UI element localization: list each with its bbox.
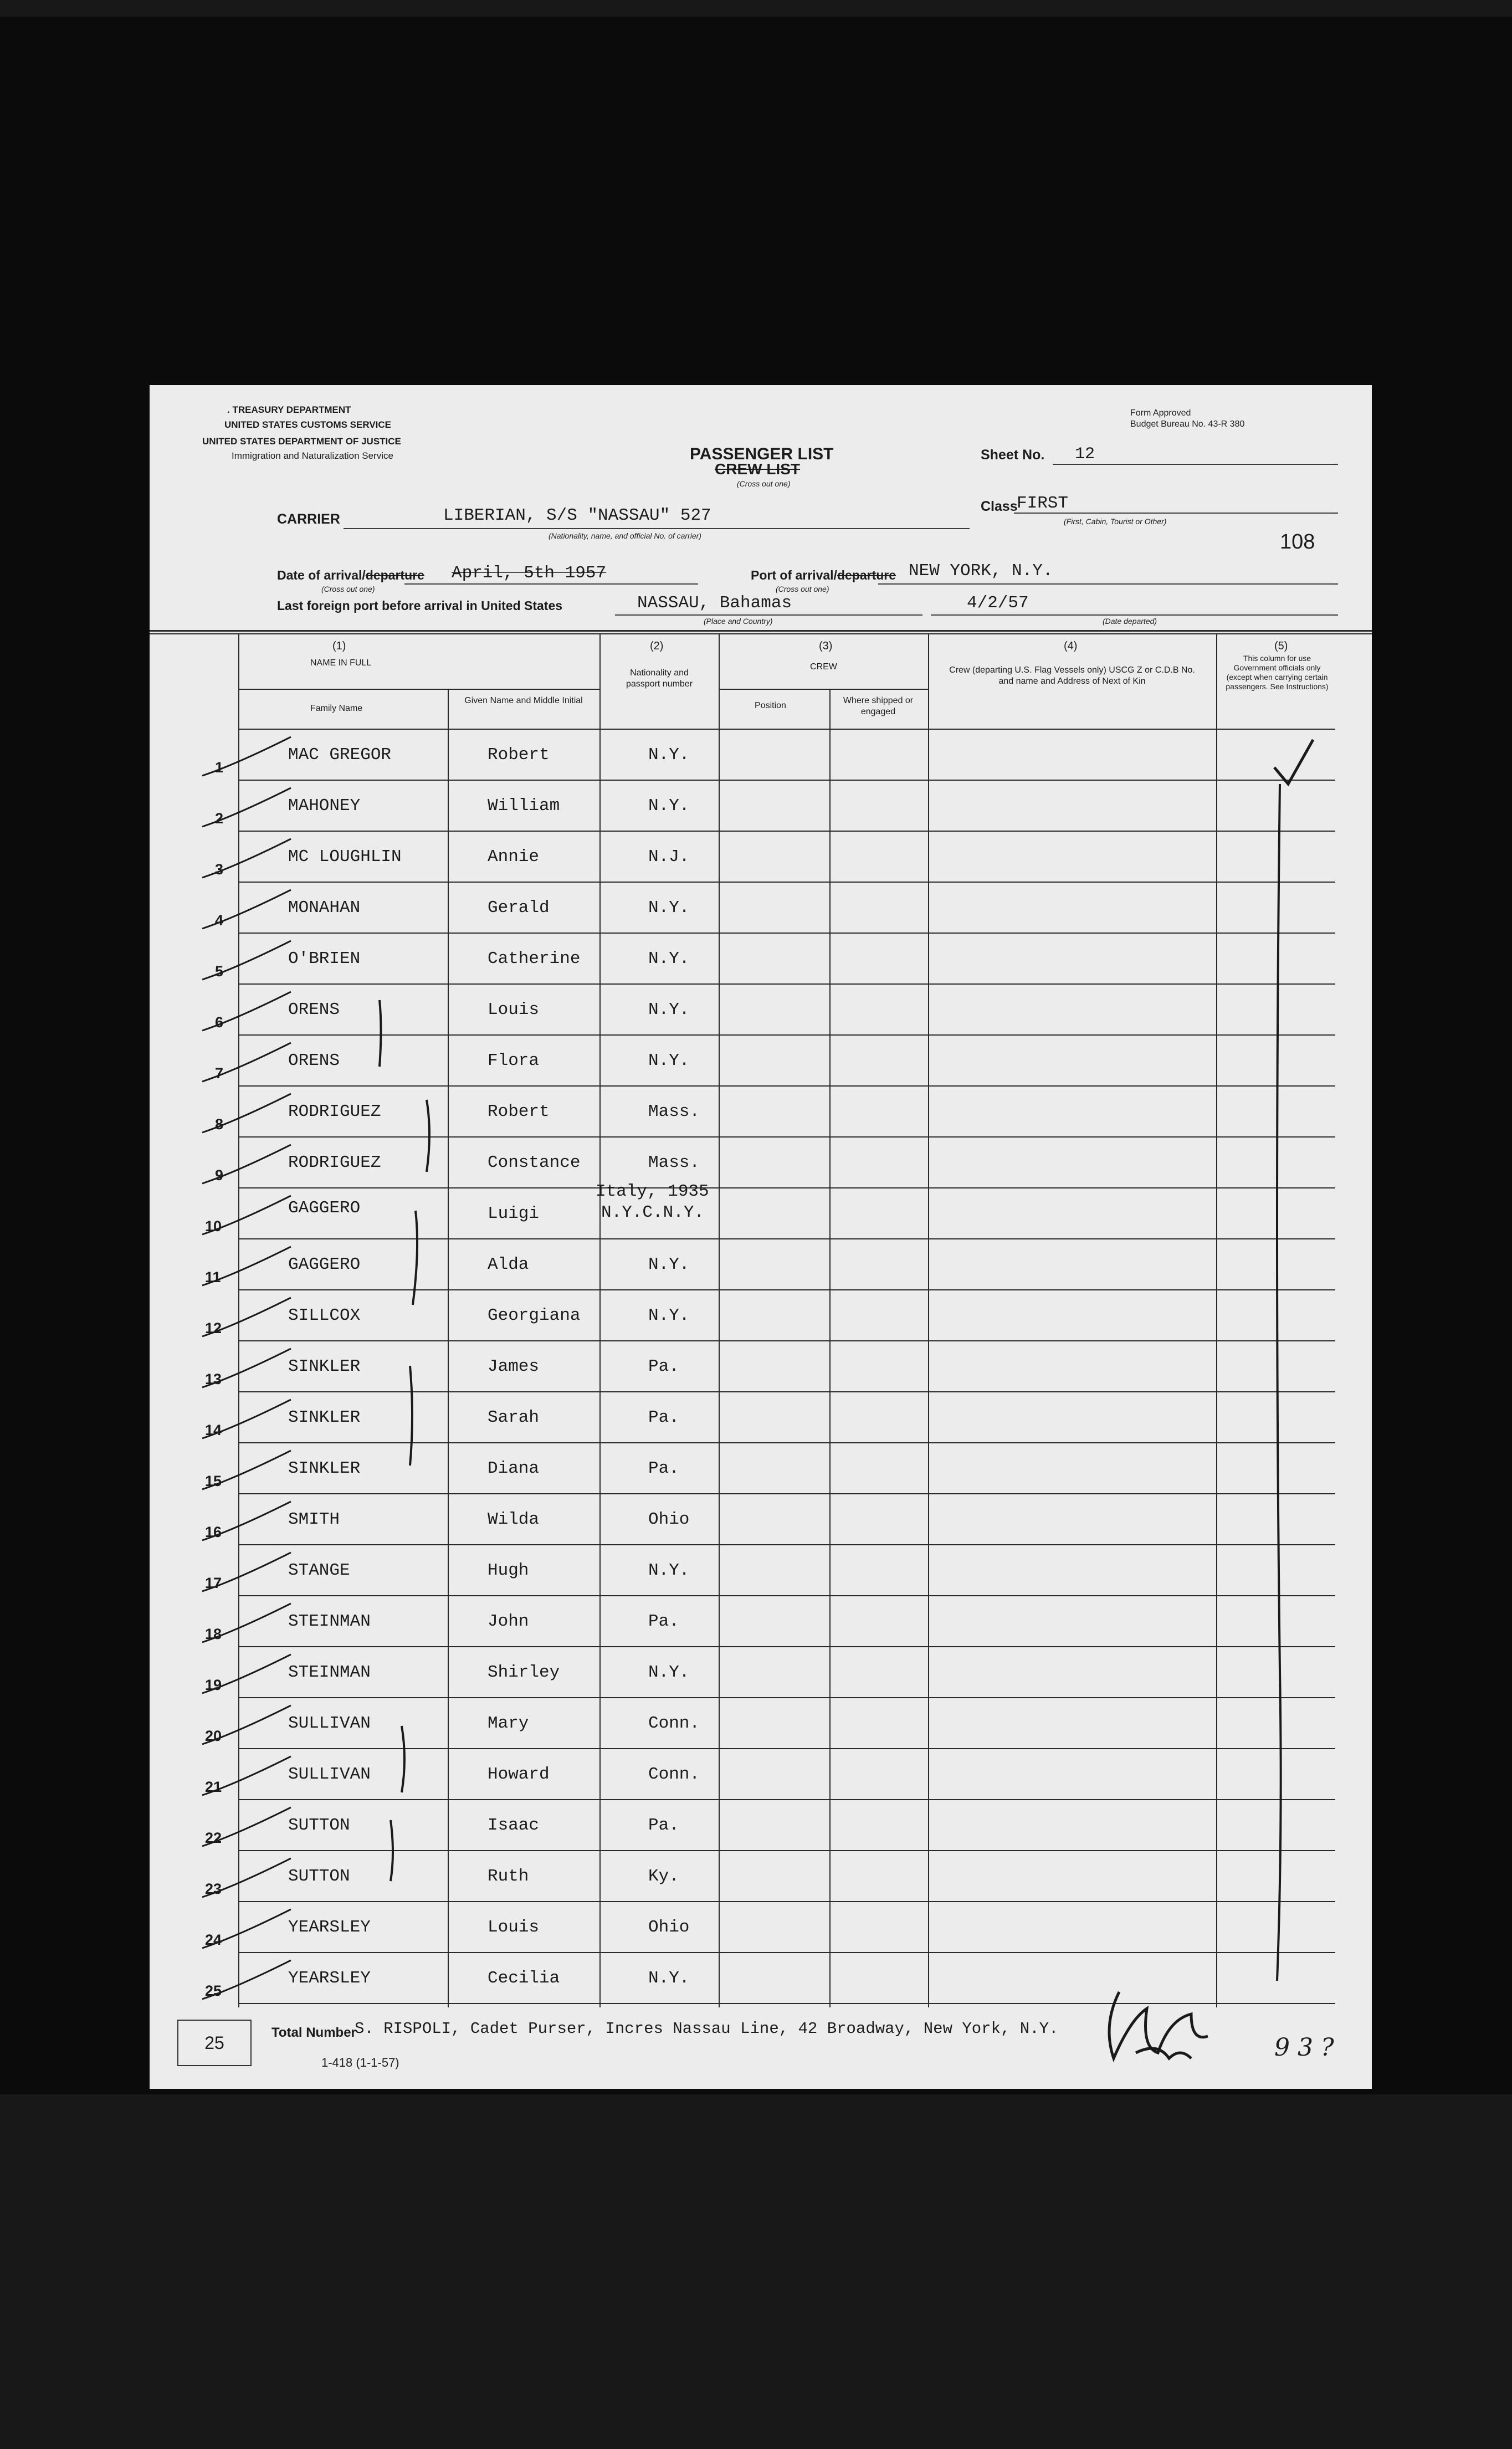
- col4-title: Crew (departing U.S. Flag Vessels only) USCG Z or C.D.B No. and name and Address of Next of Kin: [949, 665, 1195, 686]
- nationality: Ohio: [648, 1918, 690, 1937]
- date-cross-note: (Cross out one): [321, 585, 375, 593]
- sheet-label: Sheet No.: [981, 447, 1045, 463]
- last-port-label: Last foreign port before arrival in United States: [277, 598, 563, 613]
- handwritten-marks: [150, 385, 1372, 2089]
- film-edge-bottom: [0, 2094, 1512, 2449]
- family-name: SILLCOX: [288, 1306, 361, 1325]
- carrier-label: CARRIER: [277, 511, 340, 527]
- family-name: STEINMAN: [288, 1663, 371, 1682]
- official-vertical-stroke: [1277, 784, 1281, 1981]
- given-name: Louis: [488, 1918, 540, 1937]
- given-name: Isaac: [488, 1816, 540, 1835]
- date-value: April, 5th 1957: [452, 563, 607, 583]
- family-name: MAC GREGOR: [288, 745, 392, 765]
- nationality: N.Y.: [648, 745, 690, 765]
- col3-number: (3): [819, 640, 833, 652]
- row-bracket-8-9: [427, 1100, 429, 1172]
- family-name: ORENS: [288, 1000, 340, 1019]
- row-bracket-22-23: [391, 1820, 393, 1881]
- family-name: SULLIVAN: [288, 1714, 371, 1733]
- total-count-value: 25: [204, 2033, 224, 2053]
- nationality: Mass.: [648, 1153, 700, 1172]
- family-name: YEARSLEY: [288, 1969, 371, 1988]
- family-name: SULLIVAN: [288, 1765, 371, 1784]
- row-number: 23: [205, 1881, 222, 1897]
- nationality: Ky.: [648, 1867, 679, 1886]
- row-number: 9: [215, 1167, 224, 1183]
- family-name: MONAHAN: [288, 898, 361, 918]
- row-number: 20: [205, 1728, 222, 1744]
- family-name: RODRIGUEZ: [288, 1153, 381, 1172]
- given-name: Constance: [488, 1153, 581, 1172]
- col3a-position: Position: [755, 701, 786, 710]
- row-number: 4: [215, 912, 224, 929]
- nationality: Pa.: [648, 1816, 679, 1835]
- row-number: 12: [205, 1320, 222, 1336]
- agency-justice: UNITED STATES DEPARTMENT OF JUSTICE: [202, 436, 401, 447]
- title-passenger-list: PASSENGER LIST: [690, 445, 834, 463]
- agency-treasury: . TREASURY DEPARTMENT: [227, 404, 351, 415]
- family-name: SINKLER: [288, 1459, 361, 1478]
- family-name: YEARSLEY: [288, 1918, 371, 1937]
- given-name: William: [488, 796, 560, 816]
- given-name: Catherine: [488, 949, 581, 969]
- nationality: Italy, 1935: [596, 1182, 709, 1201]
- row-bracket-20-21: [402, 1726, 404, 1792]
- given-name: Louis: [488, 1000, 540, 1019]
- given-name: Alda: [488, 1255, 529, 1274]
- family-name: STANGE: [288, 1561, 350, 1580]
- form-approved: Form Approved: [1130, 408, 1191, 418]
- nationality: N.Y.: [648, 1306, 690, 1325]
- given-name: Shirley: [488, 1663, 560, 1682]
- nationality: N.Y.: [648, 949, 690, 969]
- family-name: SMITH: [288, 1510, 340, 1529]
- row-number: 5: [215, 963, 224, 980]
- class-value: FIRST: [1017, 494, 1069, 513]
- nationality: N.Y.: [648, 1969, 690, 1988]
- title-crew-list-struck: CREW LIST: [715, 460, 800, 478]
- col1-number: (1): [332, 640, 346, 652]
- approval-check-mark: [1274, 740, 1313, 784]
- given-name: Annie: [488, 847, 540, 867]
- family-name: STEINMAN: [288, 1612, 371, 1631]
- family-name: SUTTON: [288, 1867, 350, 1886]
- given-name: Robert: [488, 745, 550, 765]
- film-edge-top: [0, 0, 1512, 17]
- given-name: James: [488, 1357, 540, 1376]
- family-name: O'BRIEN: [288, 949, 361, 969]
- given-name: Sarah: [488, 1408, 540, 1427]
- nationality: Mass.: [648, 1102, 700, 1121]
- nationality: Conn.: [648, 1765, 700, 1784]
- row-bracket-10-11: [413, 1211, 417, 1305]
- col4-number: (4): [1064, 640, 1078, 652]
- nationality: N.Y.: [648, 1255, 690, 1274]
- row-number: 6: [215, 1014, 224, 1031]
- given-name: Diana: [488, 1459, 540, 1478]
- nationality: Pa.: [648, 1357, 679, 1376]
- row-number: 8: [215, 1116, 224, 1133]
- given-name: Gerald: [488, 898, 550, 918]
- sheet-value: 12: [1075, 445, 1095, 464]
- row-number: 24: [205, 1931, 222, 1948]
- total-number-label: Total Number: [271, 2025, 356, 2040]
- row-number: 22: [205, 1830, 222, 1846]
- nationality: Pa.: [648, 1612, 679, 1631]
- carrier-value: LIBERIAN, S/S "NASSAU" 527: [443, 506, 711, 525]
- row-number: 21: [205, 1779, 222, 1795]
- row-number: 16: [205, 1524, 222, 1540]
- col1a-family-name: Family Name: [310, 704, 363, 713]
- col5-number: (5): [1274, 640, 1288, 652]
- row-number: 25: [205, 1982, 222, 1999]
- budget-bureau-number: Budget Bureau No. 43-R 380: [1130, 419, 1245, 429]
- family-name: RODRIGUEZ: [288, 1102, 381, 1121]
- port-cross-note: (Cross out one): [776, 585, 829, 593]
- date-departed-value: 4/2/57: [967, 593, 1029, 613]
- nationality: Pa.: [648, 1408, 679, 1427]
- last-port-value: NASSAU, Bahamas: [637, 593, 792, 613]
- row-number: 19: [205, 1677, 222, 1693]
- date-label: Date of arrival/departure: [277, 568, 424, 582]
- given-name: Howard: [488, 1765, 550, 1784]
- family-name: GAGGERO: [288, 1255, 361, 1274]
- given-name: Georgiana: [488, 1306, 581, 1325]
- row-number: 15: [205, 1473, 222, 1489]
- nationality-passport: N.Y.C.N.Y.: [601, 1203, 705, 1222]
- given-name: Mary: [488, 1714, 529, 1733]
- nationality: Ohio: [648, 1510, 690, 1529]
- row-number: 3: [215, 861, 224, 878]
- row-number: 13: [205, 1371, 222, 1387]
- col3-title: CREW: [810, 662, 837, 672]
- col1b-given-name: Given Name and Middle Initial: [464, 696, 583, 705]
- row-bracket-6-7: [380, 1000, 381, 1067]
- row-number: 14: [205, 1422, 222, 1438]
- family-name: SUTTON: [288, 1816, 350, 1835]
- port-value: NEW YORK, N.Y.: [909, 561, 1053, 581]
- col2-number: (2): [650, 640, 664, 652]
- row-number: 7: [215, 1065, 224, 1082]
- nationality: Pa.: [648, 1459, 679, 1478]
- last-port-note: (Place and Country): [704, 617, 773, 626]
- given-name: Robert: [488, 1102, 550, 1121]
- row-number: 11: [205, 1269, 221, 1285]
- purser-signature-line: S. RISPOLI, Cadet Purser, Incres Nassau Line, 42 Broadway, New York, N.Y.: [355, 2020, 1059, 2038]
- given-name: Ruth: [488, 1867, 529, 1886]
- handwritten-note: 9 3 ?: [1274, 2033, 1334, 2062]
- row-number: 10: [205, 1218, 222, 1234]
- row-number: 18: [205, 1626, 222, 1642]
- col2-title: Nationality and passport number: [626, 668, 693, 689]
- given-name: Wilda: [488, 1510, 540, 1529]
- nationality: N.J.: [648, 847, 690, 867]
- given-name: Cecilia: [488, 1969, 560, 1988]
- row-number: 17: [205, 1575, 222, 1591]
- nationality: N.Y.: [648, 1663, 690, 1682]
- nationality: N.Y.: [648, 1000, 690, 1019]
- family-name: MAHONEY: [288, 796, 361, 816]
- row-number: 2: [215, 810, 224, 827]
- family-name: SINKLER: [288, 1408, 361, 1427]
- date-departed-note: (Date departed): [1103, 617, 1157, 626]
- carrier-note: (Nationality, name, and official No. of carrier): [549, 531, 701, 540]
- nationality: N.Y.: [648, 796, 690, 816]
- agency-customs: UNITED STATES CUSTOMS SERVICE: [224, 419, 392, 430]
- row-bracket-13-15: [410, 1366, 412, 1466]
- col3b-where-shipped: Where shipped or engaged: [843, 696, 914, 716]
- given-name: John: [488, 1612, 529, 1631]
- col5-title: This column for use Government officials only (except when carrying certain passengers. See Instructions): [1226, 654, 1329, 691]
- family-name: GAGGERO: [288, 1198, 361, 1218]
- agency-ins: Immigration and Naturalization Service: [232, 450, 393, 461]
- nationality: N.Y.: [648, 1051, 690, 1070]
- family-name: SINKLER: [288, 1357, 361, 1376]
- class-note: (First, Cabin, Tourist or Other): [1064, 517, 1167, 526]
- nationality: N.Y.: [648, 898, 690, 918]
- family-name: MC LOUGHLIN: [288, 847, 402, 867]
- inspector-signature-scrawl: [1109, 1992, 1208, 2058]
- passenger-list-form: [150, 385, 1372, 2089]
- nationality: N.Y.: [648, 1561, 690, 1580]
- page-number: 108: [1280, 530, 1315, 554]
- row-number: 1: [215, 759, 224, 776]
- given-name: Hugh: [488, 1561, 529, 1580]
- nationality: Conn.: [648, 1714, 700, 1733]
- family-name: ORENS: [288, 1051, 340, 1070]
- given-name: Flora: [488, 1051, 540, 1070]
- port-label: Port of arrival/departure: [751, 568, 896, 582]
- class-label: Class: [981, 499, 1018, 514]
- form-code: 1-418 (1-1-57): [321, 2056, 399, 2069]
- given-name: Luigi: [488, 1204, 540, 1223]
- cross-out-note: (Cross out one): [737, 479, 791, 488]
- col1-title: NAME IN FULL: [310, 658, 372, 668]
